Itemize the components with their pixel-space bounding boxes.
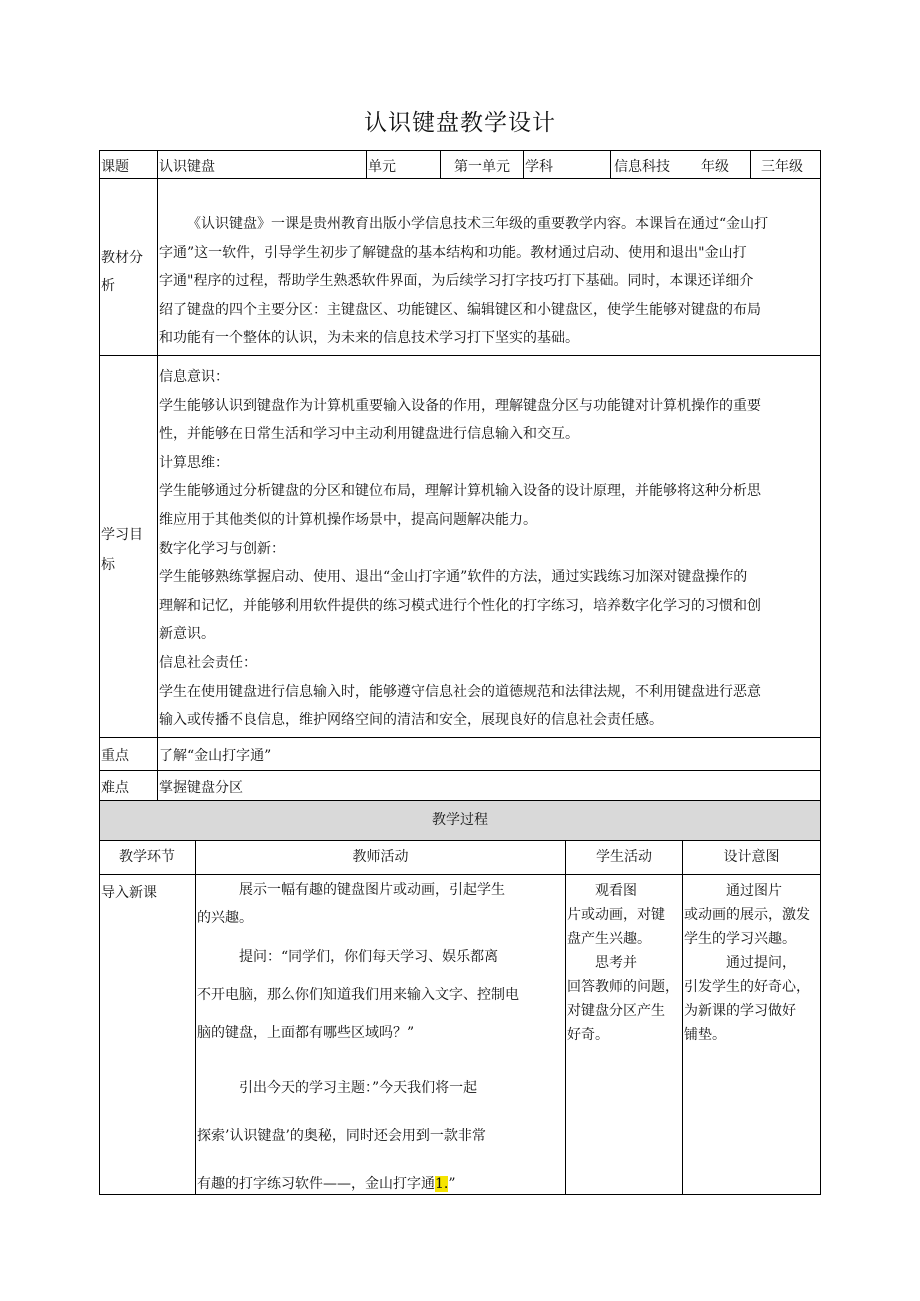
teacher-activity [197,876,519,1208]
student-line: 对键盘分区产生 [567,1003,665,1019]
analysis-text [159,210,768,353]
unit-label: 单元 [368,159,396,175]
objective-line: 输入或传播不良信息，维护网络空间的清洁和安全，展现良好的信息社会责任感。 [159,712,663,729]
objective-line: 学生能够熟练掌握启动、使用、退出“金山打字通”软件的方法，通过实践练习加深对键盘操作的 [159,569,748,586]
row-divider [99,874,821,875]
student-line: 回答教师的问题， [567,979,679,995]
col-divider [565,840,566,1195]
design-line: 为新课的学习做好 [684,1003,796,1019]
teacher-line: 探索’认识键盘’的奥秘，同时还会用到一款非常 [197,1128,486,1144]
difficulty-label: 难点 [101,780,129,796]
objectives-text [159,363,761,735]
teacher-line: 的兴趣。 [197,910,253,926]
student-line: 片或动画，对键 [567,907,665,923]
stage-value: 导入新课 [101,885,157,901]
key-point-label: 重点 [101,748,129,764]
col-divider [610,150,611,178]
teacher-line: 脑的键盘，上面都有哪些区域吗？” [197,1025,415,1041]
closing-quote: ” [448,1176,456,1192]
subject-label: 学科 [525,159,553,175]
objective-line: 新意识。 [159,626,215,643]
highlight-mark: 1. [435,1176,449,1192]
objective-heading: 信息意识： [159,369,229,385]
objective-heading: 数字化学习与创新： [159,540,285,557]
col-divider [682,840,683,1195]
difficulty-value: 掌握键盘分区 [159,780,243,796]
analysis-line: 和功能有一个整体的认识，为未来的信息技术学习打下坚实的基础。 [159,330,579,346]
objective-line: 理解和记忆，并能够利用软件提供的练习模式进行个性化的打字练习，培养数字化学习的习惯和创 [159,597,761,614]
objectives-label-line: 学习目 [101,527,143,543]
analysis-line: 字通”这一软件，引导学生初步了解键盘的基本结构和功能。教材通过启动、使用和退出"金山打 [159,244,747,261]
teacher-line: 展示一幅有趣的键盘图片或动画，引起学生 [197,882,505,898]
teacher-last-line [197,1160,519,1208]
col-header-student: 学生活动 [596,849,652,865]
col-divider [157,150,158,800]
objective-line: 学生能够认识到键盘作为计算机重要输入设备的作用，理解键盘分区与功能键对计算机操作的重要 [159,397,761,414]
row-divider [99,770,821,771]
objective-line: 学生能够通过分析键盘的分区和键位布局，理解计算机输入设备的设计原理，并能够将这种分析思 [159,483,761,500]
row-divider [99,737,821,738]
col-divider [440,150,441,178]
table-border-right [820,150,821,1195]
student-line: 思考并 [567,955,637,971]
row-divider [99,178,821,179]
unit-value: 第一单元 [454,159,510,175]
analysis-line: 字通"程序的过程，帮助学生熟悉软件界面，为后续学习打字技巧打下基础。同时，本课还详细介 [159,273,754,289]
design-intent [684,879,810,1047]
objective-line: 学生在使用键盘进行信息输入时，能够遵守信息社会的道德规范和法律法规，不利用键盘进行恶意 [159,683,761,700]
student-line: 好奇。 [567,1027,609,1043]
design-line: 铺垫。 [684,1027,726,1043]
design-line: 引发学生的好奇心， [684,979,810,995]
col-divider [195,840,196,1195]
objective-line: 维应用于其他类似的计算机操作场景中，提高问题解决能力。 [159,511,537,528]
teacher-line: 不开电脑，那么你们知道我们用来输入文字、控制电 [197,987,519,1003]
objectives-label [101,520,143,580]
grade-label: 年级 [701,159,729,175]
process-banner: 教学过程 [432,812,488,828]
col-divider [366,150,367,178]
design-line: 或动画的展示，激发 [684,907,810,923]
design-line: 通过图片 [684,883,782,899]
student-activity [567,879,679,1047]
row-divider [99,355,821,356]
student-line: 盘产生兴趣。 [567,931,651,947]
col-divider [750,150,751,178]
document-title: 认识键盘教学设计 [364,110,556,136]
col-header-design: 设计意图 [723,849,780,865]
topic-label: 课题 [101,159,129,175]
topic-value: 认识键盘 [159,159,215,175]
objective-heading: 计算思维： [159,454,229,471]
design-line: 学生的学习兴趣。 [684,931,796,947]
table-border-top [99,150,821,151]
col-header-stage: 教学环节 [119,849,175,865]
analysis-label [101,244,143,300]
teacher-line: 引出今天的学习主题：”今天我们将一起 [197,1080,478,1096]
analysis-line: 绍了键盘的四个主要分区：主键盘区、功能键区、编辑键区和小键盘区，使学生能够对键盘的布局 [159,301,761,318]
row-divider [99,840,821,841]
grade-value: 三年级 [761,159,803,175]
analysis-line: 《认识键盘》一课是贵州教育出版小学信息技术三年级的重要教学内容。本课旨在通过“金山打 [187,216,769,232]
objective-heading: 信息社会责任： [159,654,257,671]
student-line: 观看图 [567,883,637,899]
teacher-line: 有趣的打字练习软件——，金山打字通 [197,1176,435,1192]
table-border-left [99,150,100,1195]
analysis-label-line: 析 [101,278,115,294]
analysis-label-line: 教材分 [101,250,143,266]
lesson-plan-table [99,150,821,1195]
col-divider [523,150,524,178]
teacher-line: 提问：“同学们，你们每天学习、娱乐都离 [197,949,499,965]
col-header-teacher: 教师活动 [352,849,409,865]
objective-line: 性，并能够在日常生活和学习中主动利用键盘进行信息输入和交互。 [159,426,579,443]
subject-value: 信息科技 [614,159,670,175]
design-line: 通过提问， [684,955,796,971]
key-point-value: 了解“金山打字通” [159,748,272,764]
objectives-label-line: 标 [101,557,115,573]
